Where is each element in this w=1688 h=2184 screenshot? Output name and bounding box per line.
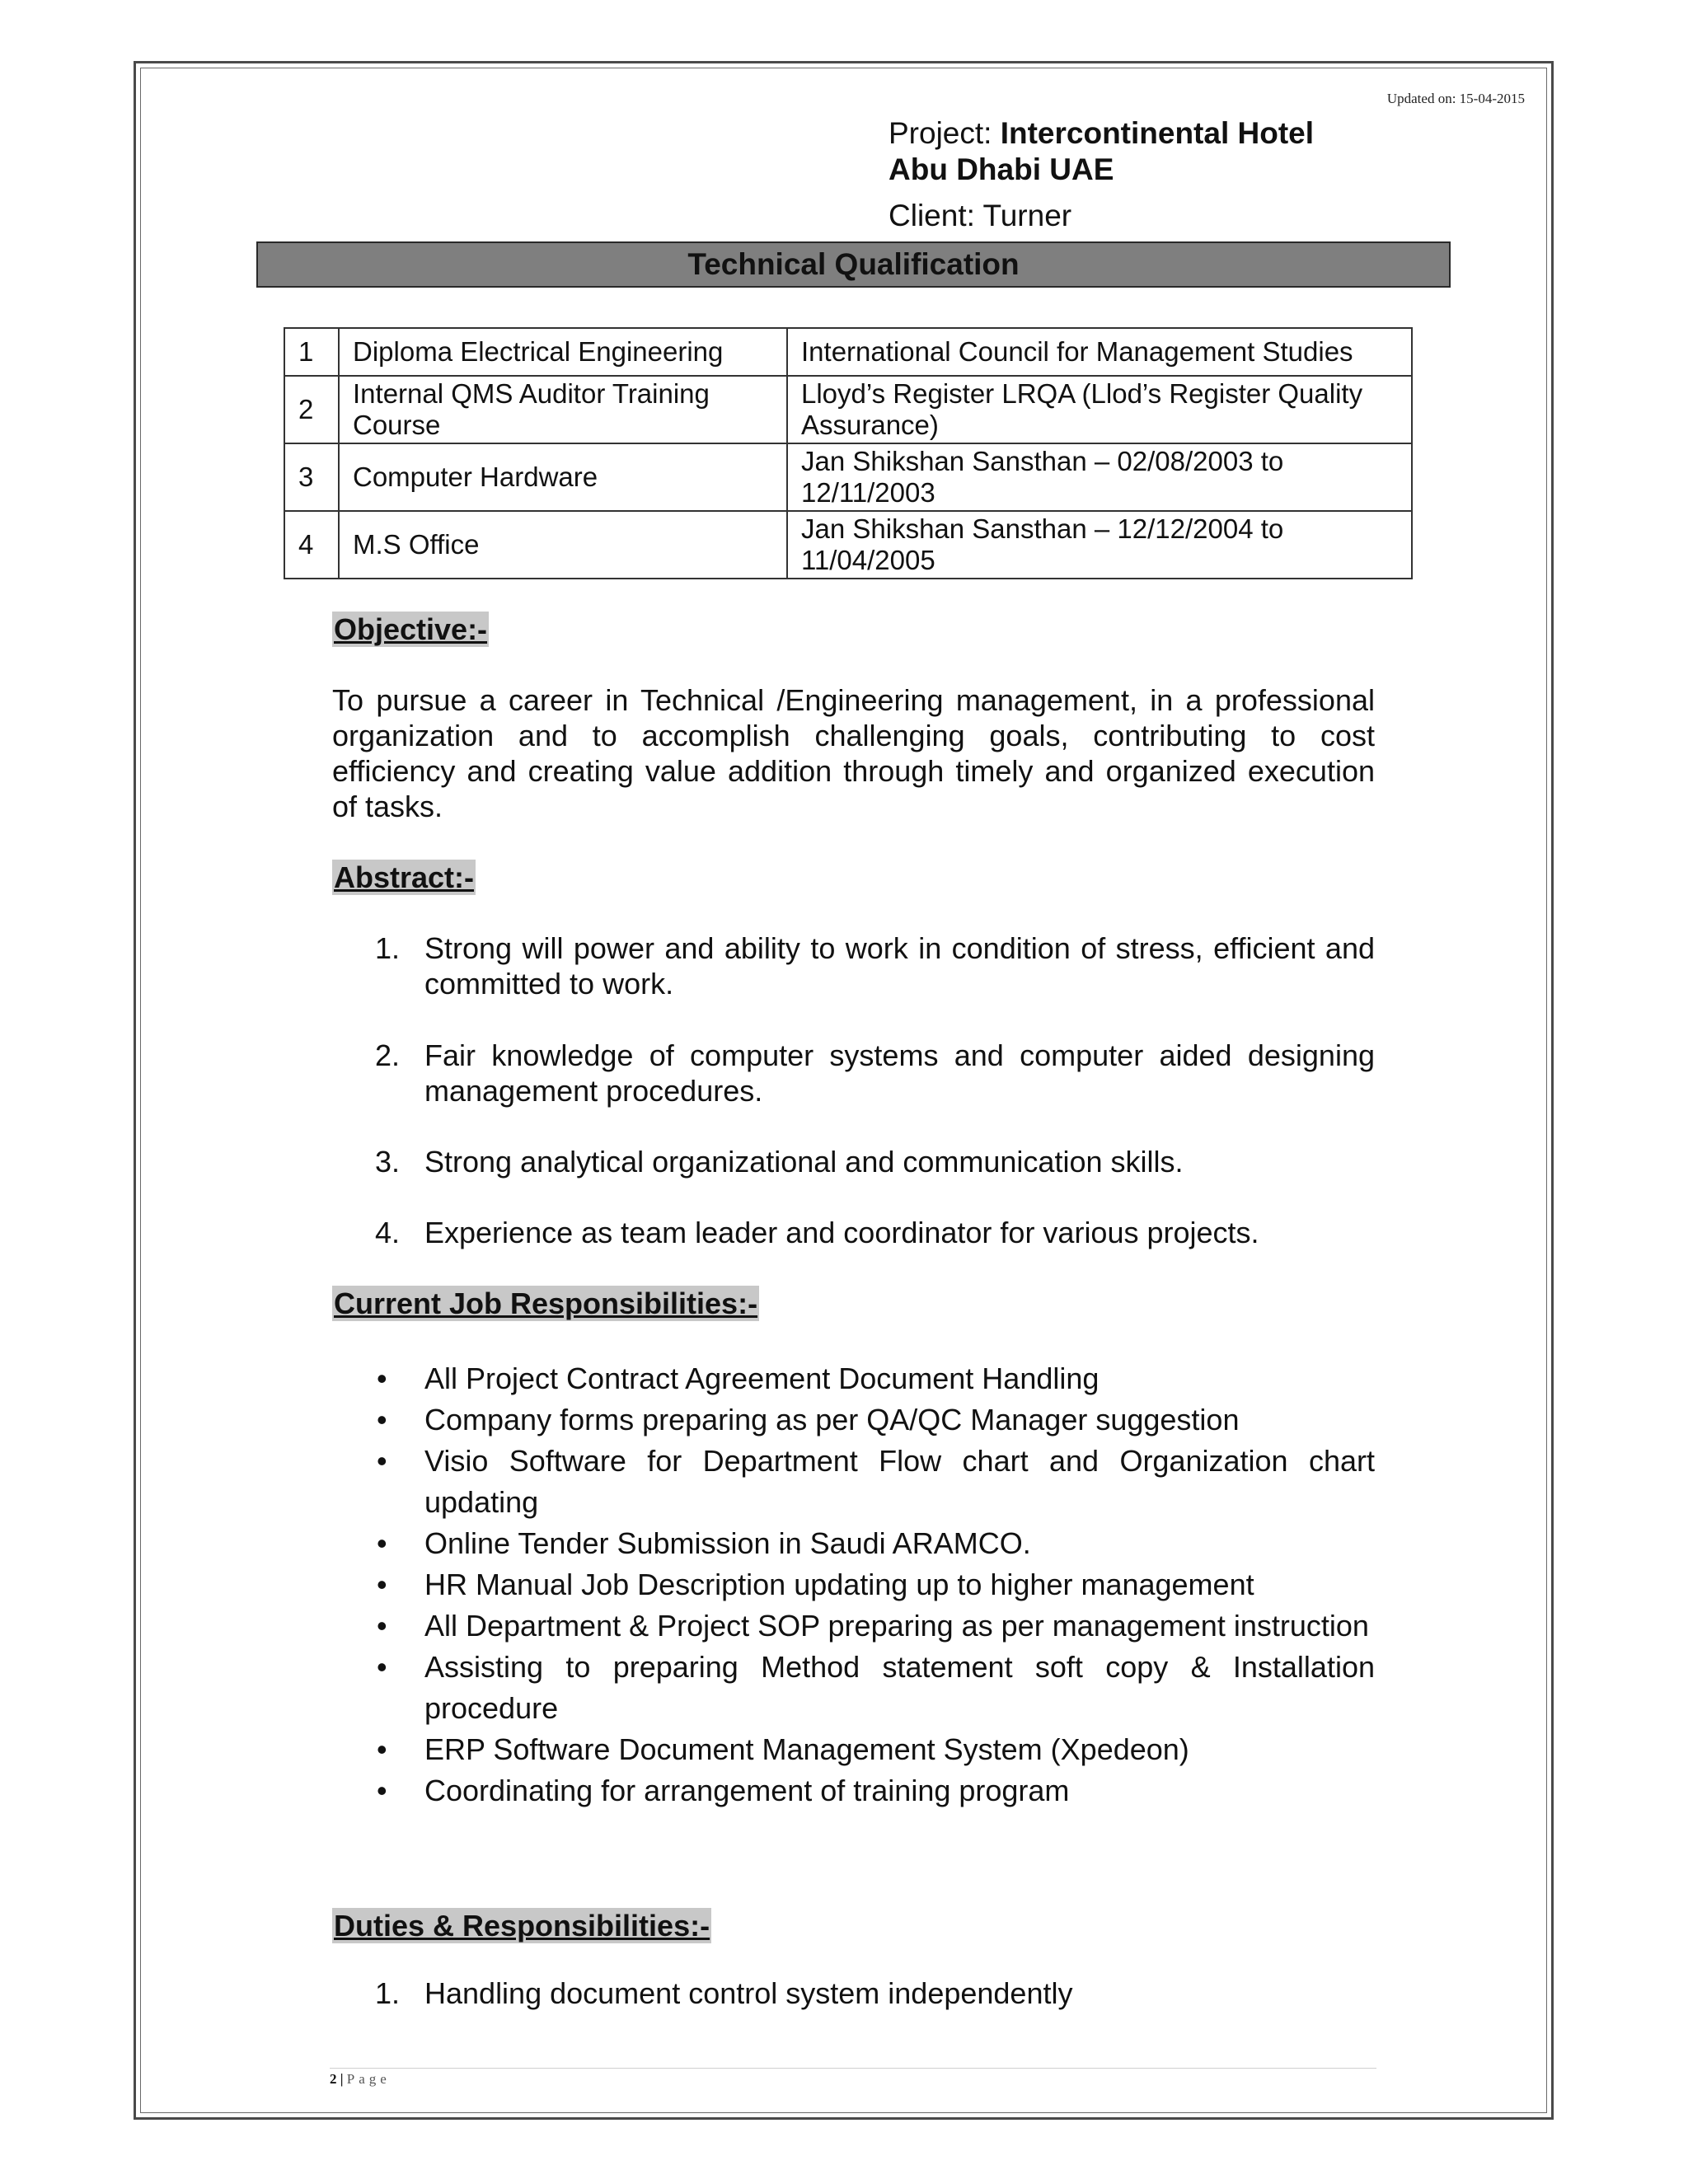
page-word: Page	[346, 2071, 391, 2087]
bullet-icon: •	[377, 1774, 387, 1807]
list-item	[375, 1729, 1375, 1770]
current-job-item-text: Visio Software for Department Flow chart and Organization chart updating	[424, 1444, 1375, 1519]
table-row	[284, 328, 1412, 376]
abstract-item-text: Strong will power and ability to work in condition of stress, efficient and committed to work.	[424, 931, 1375, 1001]
client-line: Client: Turner	[889, 199, 1072, 232]
list-item	[375, 1605, 1375, 1647]
bullet-icon: •	[377, 1526, 387, 1560]
list-item	[375, 1975, 1375, 2011]
bullet-icon: •	[377, 1444, 387, 1478]
qual-institution: Jan Shikshan Sansthan – 12/12/2004 to 11/04/2005	[787, 511, 1412, 579]
current-job-item-text: HR Manual Job Description updating up to higher management	[424, 1568, 1254, 1601]
project-name-line2: Abu Dhabi UAE	[889, 152, 1114, 186]
current-job-item-text: All Project Contract Agreement Document Handling	[424, 1361, 1100, 1395]
qual-course: Diploma Electrical Engineering	[339, 328, 787, 376]
current-job-item-text: Company forms preparing as per QA/QC Manager suggestion	[424, 1403, 1240, 1436]
current-job-item-text: Online Tender Submission in Saudi ARAMCO.	[424, 1526, 1031, 1560]
abstract-item-text: Fair knowledge of computer systems and computer aided designing management procedures.	[424, 1038, 1375, 1108]
current-job-heading-wrap	[332, 1286, 1375, 1321]
table-row	[284, 376, 1412, 443]
qual-number: 4	[284, 511, 339, 579]
abstract-list	[375, 1215, 1375, 1250]
page-number: 2	[330, 2071, 337, 2087]
project-label: Project:	[889, 116, 1001, 150]
abstract-heading: Abstract:-	[334, 860, 475, 894]
list-number: 2.	[375, 1038, 401, 1072]
qual-number: 1	[284, 328, 339, 376]
abstract-item-text: Experience as team leader and coordinator for various projects.	[424, 1216, 1259, 1249]
bullet-icon: •	[377, 1650, 387, 1684]
qual-course: M.S Office	[339, 511, 787, 579]
project-block	[889, 115, 1314, 188]
duties-list	[375, 1975, 1375, 2011]
current-job-list	[375, 1358, 1375, 1811]
table-row	[284, 443, 1412, 511]
list-item	[375, 1523, 1375, 1564]
qual-institution: Lloyd’s Register LRQA (Llod’s Register Quality Assurance)	[787, 376, 1412, 443]
bullet-icon: •	[377, 1732, 387, 1766]
list-number: 1.	[375, 931, 401, 965]
list-number: 1.	[375, 1976, 401, 2010]
abstract-list	[375, 930, 1375, 1001]
qual-number: 2	[284, 376, 339, 443]
list-number: 3.	[375, 1145, 401, 1179]
qual-course: Internal QMS Auditor Training Course	[339, 376, 787, 443]
current-job-item-text: ERP Software Document Management System (Xpedeon)	[424, 1732, 1189, 1766]
qual-number: 3	[284, 443, 339, 511]
section-title-technical-qualification: Technical Qualification	[256, 241, 1451, 288]
footer-separator: |	[336, 2071, 347, 2087]
list-item	[375, 1564, 1375, 1605]
project-name-line1: Intercontinental Hotel	[1000, 116, 1315, 150]
abstract-heading-wrap	[332, 860, 1375, 895]
bullet-icon: •	[377, 1609, 387, 1643]
list-item	[375, 1441, 1375, 1523]
objective-heading-wrap	[332, 612, 1375, 647]
list-number: 4.	[375, 1216, 401, 1249]
abstract-item-text: Strong analytical organizational and communication skills.	[424, 1145, 1184, 1179]
duties-heading-wrap	[332, 1908, 1375, 1943]
duties-heading: Duties & Responsibilities:-	[334, 1909, 710, 1943]
bullet-icon: •	[377, 1361, 387, 1395]
qualifications-table	[284, 327, 1413, 579]
list-item	[375, 1770, 1375, 1811]
current-job-item-text: All Department & Project SOP preparing as per management instruction	[424, 1609, 1369, 1643]
list-item	[375, 1215, 1375, 1250]
list-item	[375, 1647, 1375, 1729]
list-item	[375, 1399, 1375, 1441]
bullet-icon: •	[377, 1403, 387, 1436]
current-job-item-text: Coordinating for arrangement of training program	[424, 1774, 1070, 1807]
qual-institution: Jan Shikshan Sansthan – 02/08/2003 to 12/11/2003	[787, 443, 1412, 511]
list-item	[375, 1358, 1375, 1399]
objective-heading: Objective:-	[334, 612, 488, 646]
bullet-icon: •	[377, 1568, 387, 1601]
list-item	[375, 1038, 1375, 1108]
current-job-item-text: Assisting to preparing Method statement soft copy & Installation procedure	[424, 1650, 1375, 1725]
abstract-list	[375, 1144, 1375, 1179]
qual-institution: International Council for Management Studies	[787, 328, 1412, 376]
qual-course: Computer Hardware	[339, 443, 787, 511]
list-item	[375, 1144, 1375, 1179]
duties-item-text: Handling document control system independently	[424, 1976, 1073, 2010]
list-item	[375, 930, 1375, 1001]
footer-divider	[330, 2068, 1376, 2069]
updated-date: Updated on: 15-04-2015	[1386, 91, 1525, 106]
objective-text: To pursue a career in Technical /Engineering management, in a professional organization and to accomplish challenging goals, contributing to cost efficiency and creating value addition through timely and organized execution of tasks.	[332, 683, 1375, 823]
abstract-list	[375, 1038, 1375, 1108]
page-footer	[330, 2071, 391, 2088]
table-row	[284, 511, 1412, 579]
current-job-heading: Current Job Responsibilities:-	[334, 1286, 758, 1320]
